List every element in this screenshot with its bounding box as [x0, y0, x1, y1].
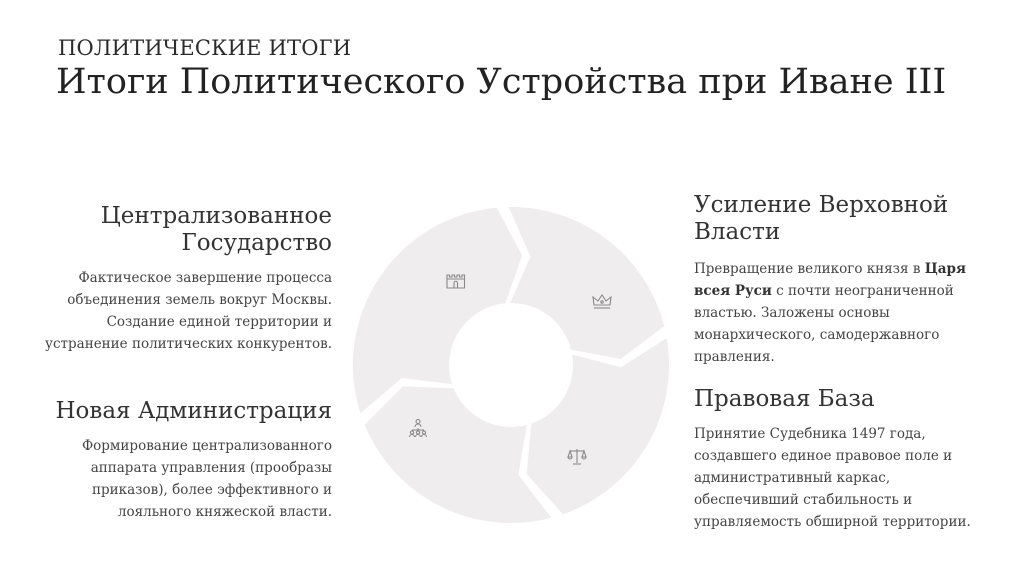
card-title-line-2: Государство: [181, 230, 332, 256]
ring-segment: [527, 338, 669, 514]
card-title-line-1: Усиление Верховной: [694, 192, 949, 218]
segment-administration: [353, 208, 522, 414]
card-legal-base: [694, 386, 994, 533]
card-text: Фактическое завершение процесса объединения земель вокруг Москвы. Создание единой территории и устранение политических конкурентов.: [45, 270, 332, 352]
ring-segment: [365, 386, 552, 523]
card-title-line-1: Централизованное: [100, 203, 332, 229]
page-title: Итоги Политического Устройства при Иване III: [56, 62, 947, 102]
card-new-administration: [20, 398, 332, 523]
card-text-rest: с почти неограниченной властью. Заложены основы монархического, самодержавного правления.: [694, 283, 954, 365]
card-text: Формирование централизованного аппарата управления (прообразы приказов), более эффективного и лояльного княжеской власти.: [81, 438, 332, 520]
card-title: [40, 203, 332, 257]
ring-segment: [353, 208, 522, 414]
card-text: Принятие Судебника 1497 года, создавшего единое правовое поле и административный каркас, обеспечивший стабильность и управляемость обширной территории.: [694, 426, 971, 530]
card-title: [694, 192, 994, 246]
card-title: Правовая База: [694, 386, 875, 412]
card-text: [694, 258, 994, 368]
ring-segment: [509, 207, 664, 359]
card-title: Новая Администрация: [55, 398, 332, 424]
segment-supreme-power: [527, 338, 669, 514]
section-label: ПОЛИТИЧЕСКИЕ ИТОГИ: [58, 36, 352, 60]
card-centralized-state: [40, 203, 332, 355]
card-text-intro: Превращение великого князя в: [694, 261, 925, 277]
card-title-line-2: Власти: [694, 219, 781, 245]
cycle-diagram-svg: [351, 205, 671, 525]
segment-centralization: [509, 207, 664, 359]
cycle-diagram: [351, 205, 671, 525]
card-supreme-power: [694, 192, 994, 368]
card-text-emphasis: Царя всея Руси: [694, 261, 966, 299]
segment-legal-base: [365, 386, 552, 523]
